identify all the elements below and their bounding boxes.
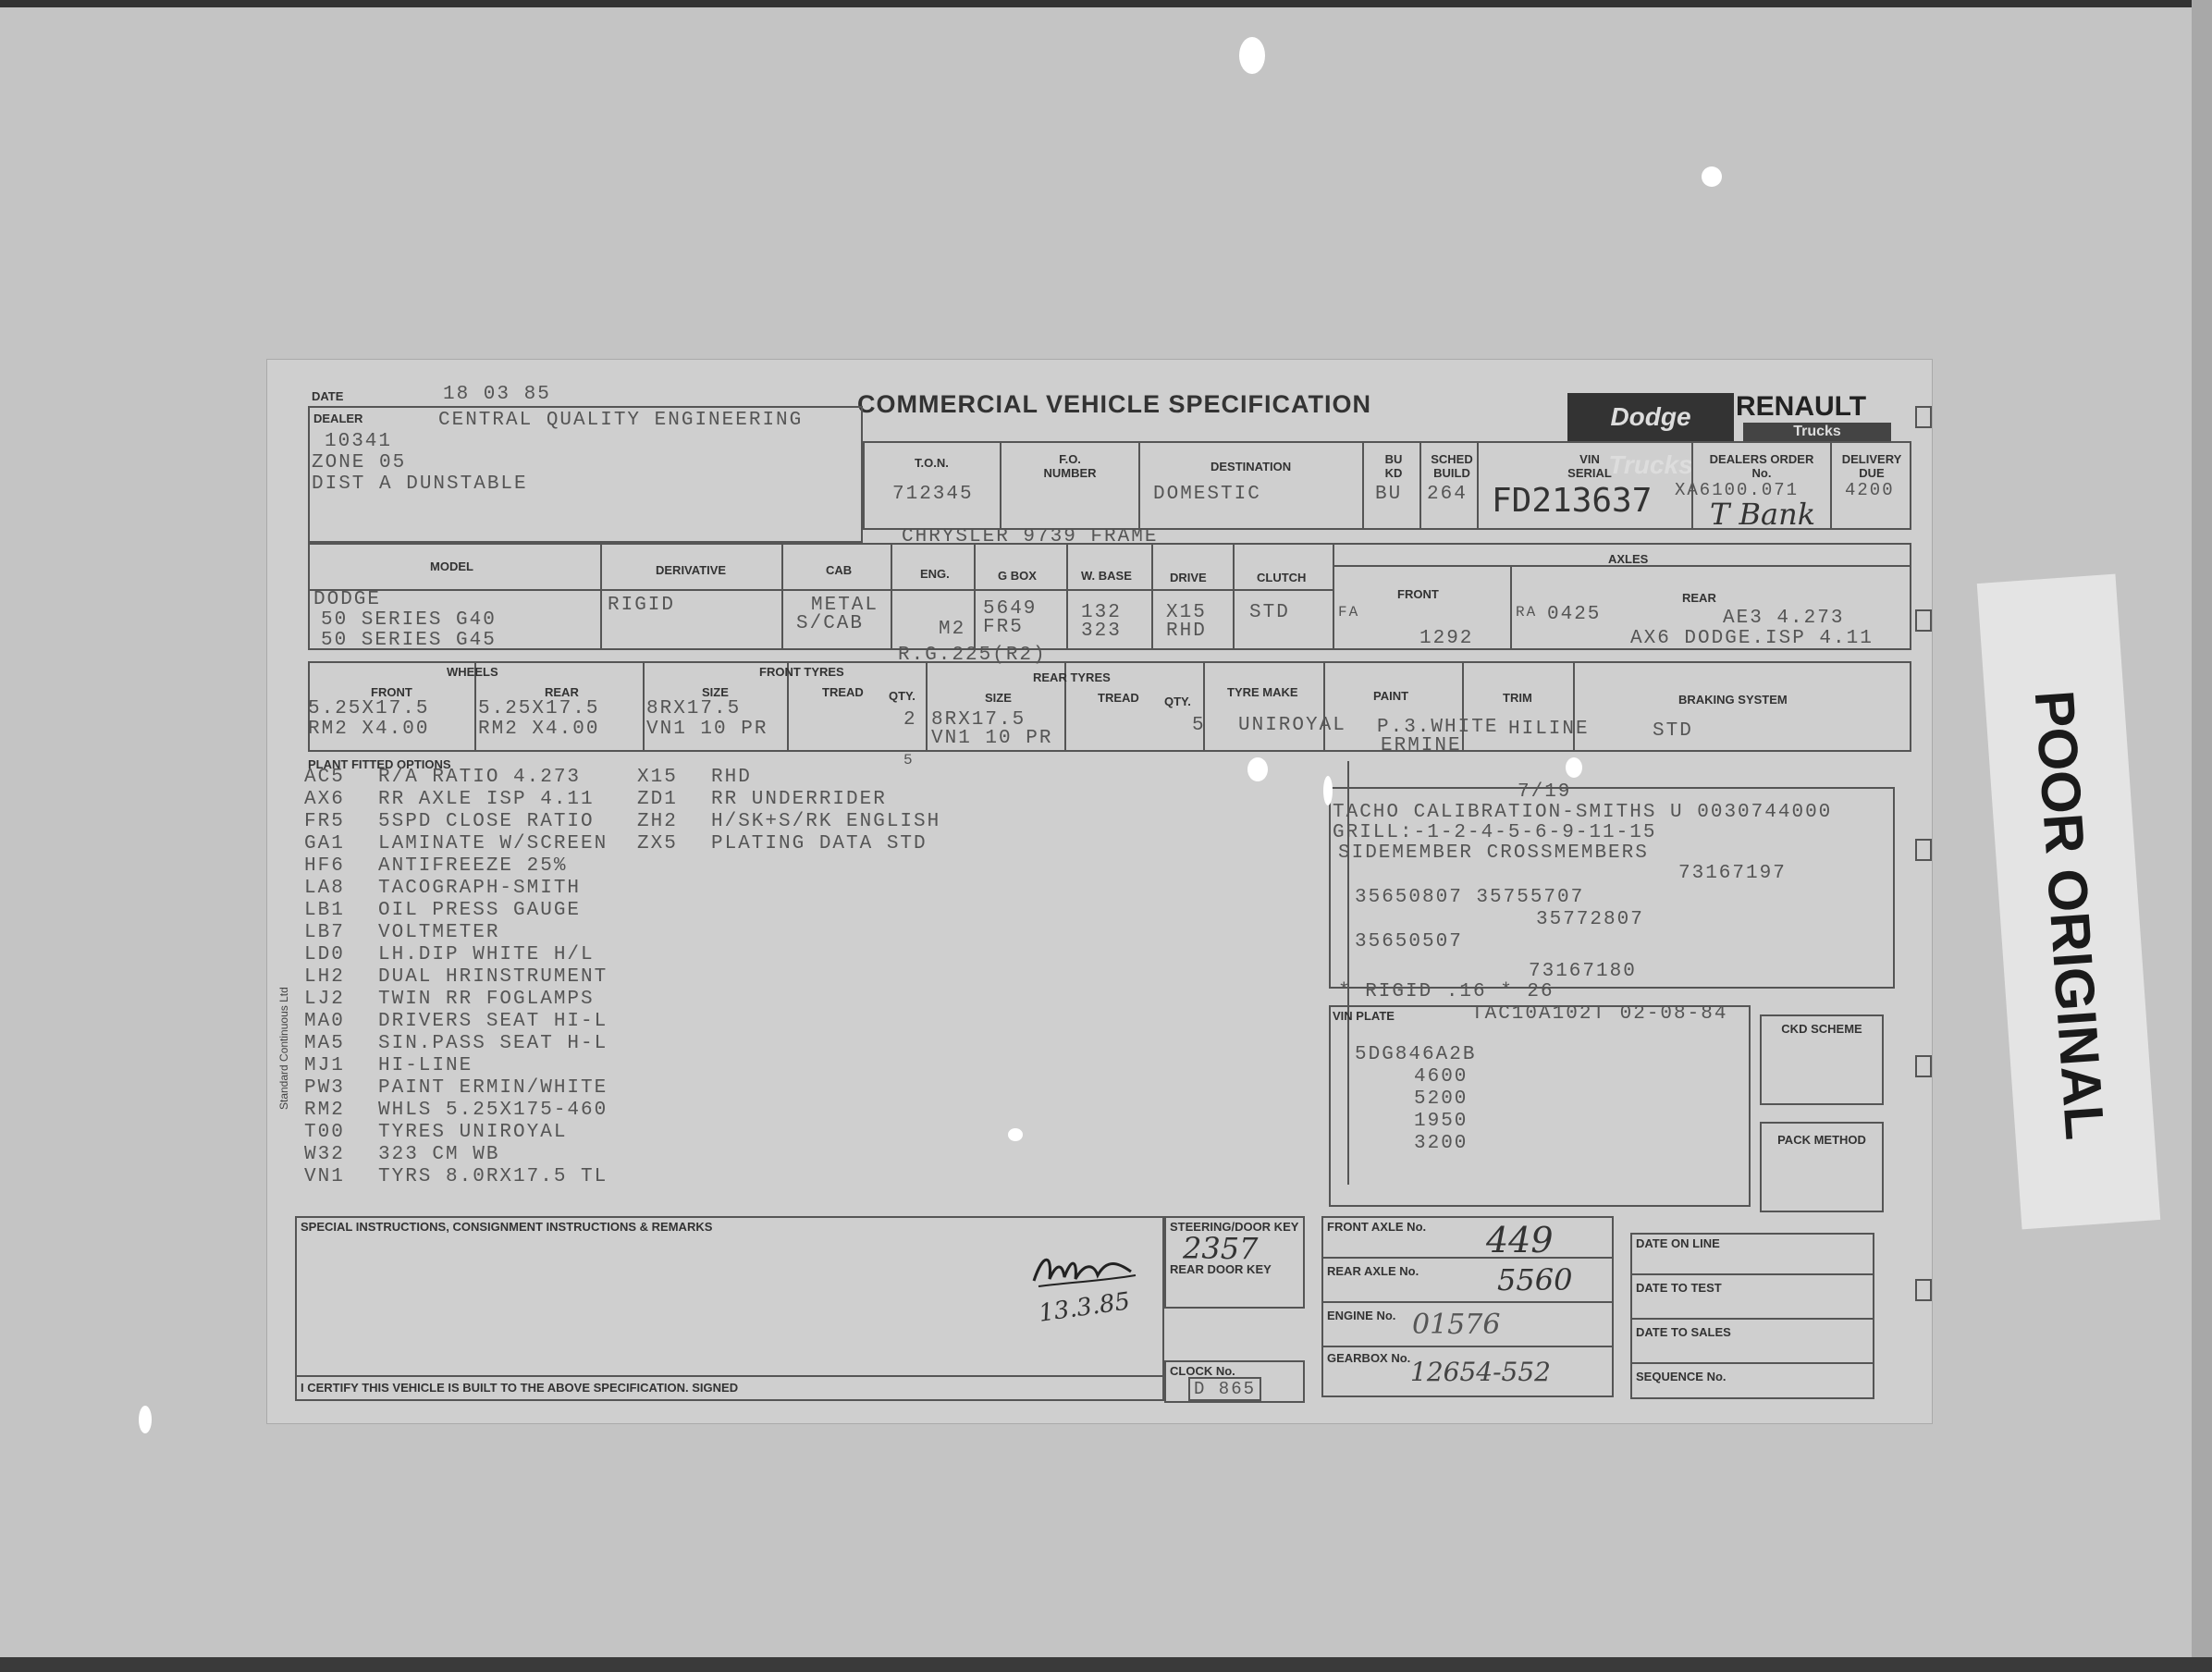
- option-code: X15: [637, 767, 678, 788]
- option-text: TWIN RR FOGLAMPS: [378, 989, 595, 1010]
- pack-method-label: PACK METHOD: [1777, 1133, 1866, 1147]
- wheels-rear-value-1: 5.25X17.5: [478, 698, 600, 719]
- ckd-scheme-label: CKD SCHEME: [1781, 1022, 1862, 1036]
- option-code: LB7: [304, 922, 345, 943]
- gearbox-no-value: 12654-552: [1410, 1357, 1551, 1387]
- scan-top-border: [0, 0, 2212, 7]
- engine-no-value: 01576: [1412, 1309, 1501, 1341]
- dodge-trucks-logo: Dodge Trucks: [1567, 393, 1734, 441]
- cab-value-1: METAL: [811, 595, 879, 616]
- derivative-label: DERIVATIVE: [656, 563, 727, 577]
- option-text: HI-LINE: [378, 1055, 473, 1076]
- axle-rear-label: REAR: [1682, 591, 1716, 605]
- option-code: AC5: [304, 767, 345, 788]
- rear-axle-note: AX6 DODGE.ISP 4.11: [1630, 628, 1874, 649]
- option-code: GA1: [304, 833, 345, 854]
- wheels-front-value-2: RM2 X4.00: [308, 719, 430, 740]
- option-code: LB1: [304, 900, 345, 921]
- memo-line-1: TACHO CALIBRATION-SMITHS U 0030744000: [1333, 802, 1833, 823]
- poor-original-text: POOR ORIGINAL: [2022, 688, 2117, 1142]
- date-to-test-label: DATE TO TEST: [1636, 1281, 1722, 1295]
- option-text: PLATING DATA STD: [711, 833, 928, 854]
- model-value-2: 50 SERIES G40: [321, 609, 497, 631]
- paint-label: PAINT: [1373, 689, 1409, 703]
- eng-label: ENG.: [920, 567, 950, 581]
- front-tyres-qty-label: QTY.: [889, 689, 916, 703]
- option-code: W32: [304, 1144, 345, 1165]
- rear-axle-value-1: 0425: [1547, 604, 1602, 625]
- wbase-value-2: 323: [1081, 621, 1122, 642]
- option-text: LH.DIP WHITE H/L: [378, 944, 595, 965]
- dealer-zone: ZONE 05: [312, 452, 407, 473]
- delivery-due-value: 4200: [1845, 480, 1895, 500]
- drive-label: DRIVE: [1170, 571, 1207, 584]
- specification-card: [266, 359, 1933, 1424]
- option-text: H/SK+S/RK ENGLISH: [711, 811, 941, 832]
- plant-fitted-options-label: PLANT FITTED OPTIONS: [308, 757, 451, 771]
- option-code: LH2: [304, 966, 345, 988]
- memo-line-2: GRILL:-1-2-4-5-6-9-11-15: [1333, 822, 1657, 843]
- front-tyre-size-1: 8RX17.5: [646, 698, 742, 719]
- option-code: LJ2: [304, 989, 345, 1010]
- reg-value: R.G.225(R2): [898, 645, 1047, 666]
- wheels-rear-label: REAR: [545, 685, 579, 699]
- dealer-district: DIST A DUNSTABLE: [312, 473, 528, 495]
- rear-door-key-label: REAR DOOR KEY: [1170, 1262, 1272, 1276]
- signature-date: 13.3.85: [1037, 1287, 1132, 1328]
- option-code: MA0: [304, 1011, 345, 1032]
- braking-system-label: BRAKING SYSTEM: [1678, 693, 1788, 707]
- option-text: VOLTMETER: [378, 922, 500, 943]
- memo-line-8: 73167180: [1529, 961, 1637, 982]
- steering-door-key-label: STEERING/DOOR KEY: [1170, 1220, 1299, 1234]
- front-axle-no-label: FRONT AXLE No.: [1327, 1220, 1427, 1234]
- bu-kd-value: BU: [1375, 484, 1403, 505]
- printer-credit: Standard Continuous Ltd: [277, 987, 290, 1110]
- vin-plate-line-5: 3200: [1414, 1133, 1469, 1154]
- margin-box: [1915, 839, 1932, 861]
- date-label: DATE: [312, 389, 344, 403]
- rear-tyre-size-1: 8RX17.5: [931, 709, 1026, 731]
- paper-speck: [1323, 776, 1333, 805]
- derivative-value: RIGID: [608, 595, 676, 616]
- dealer-code: 10341: [325, 431, 393, 452]
- paint-value-1: P.3.WHITE: [1377, 717, 1499, 738]
- chrysler-frame-line: CHRYSLER 9739 FRAME: [902, 526, 1159, 547]
- eng-value: M2: [939, 619, 966, 640]
- vin-serial-label: VIN SERIAL: [1567, 452, 1612, 480]
- bu-kd-label: BU KD: [1384, 452, 1403, 480]
- memo-line-0: 7/19: [1518, 781, 1572, 803]
- front-tyres-label: FRONT TYRES: [759, 665, 844, 679]
- paint-value-2: ERMINE: [1381, 735, 1462, 756]
- trim-value: HILINE: [1508, 719, 1590, 740]
- memo-line-6: 35772807: [1536, 909, 1644, 930]
- memo-line-5: 35650807 35755707: [1355, 887, 1585, 908]
- tyre-make-label: TYRE MAKE: [1227, 685, 1298, 699]
- rear-tyres-tread-label: TREAD: [1098, 691, 1139, 705]
- option-text: TYRES UNIROYAL: [378, 1122, 568, 1143]
- rear-tyre-qty: 5: [1192, 715, 1206, 736]
- option-text: DRIVERS SEAT HI-L: [378, 1011, 608, 1032]
- option-text: LAMINATE W/SCREEN: [378, 833, 608, 854]
- option-code: ZD1: [637, 789, 678, 810]
- front-tyres-tread-label: TREAD: [822, 685, 864, 699]
- option-text: ANTIFREEZE 25%: [378, 855, 568, 877]
- option-code: AX6: [304, 789, 345, 810]
- destination-label: DESTINATION: [1210, 460, 1292, 473]
- option-code: VN1: [304, 1166, 345, 1187]
- vin-plate-header: TAC10A102T 02-08-84: [1471, 1003, 1728, 1025]
- option-text: TYRS 8.0RX17.5 TL: [378, 1166, 608, 1187]
- rear-axle-no-label: REAR AXLE No.: [1327, 1264, 1419, 1278]
- dealer-name: CENTRAL QUALITY ENGINEERING: [438, 410, 804, 431]
- rear-tyres-size-label: SIZE: [985, 691, 1012, 705]
- drive-value-2: RHD: [1166, 621, 1207, 642]
- gbox-value-1: 5649: [983, 598, 1038, 620]
- vin-plate-line-1: 5DG846A2B: [1355, 1044, 1477, 1065]
- scan-speck: [139, 1406, 152, 1433]
- option-code: PW3: [304, 1077, 345, 1099]
- tyre-make-value: UNIROYAL: [1238, 715, 1346, 736]
- option-code: LD0: [304, 944, 345, 965]
- wheels-front-value-1: 5.25X17.5: [308, 698, 430, 719]
- delivery-due-label: DELIVERY DUE: [1841, 452, 1902, 480]
- option-code: ZX5: [637, 833, 678, 854]
- clock-value: D 865: [1188, 1377, 1261, 1401]
- scan-bottom-border: [0, 1657, 2212, 1672]
- ton-value: 712345: [892, 484, 974, 505]
- clutch-value: STD: [1249, 602, 1290, 623]
- handwritten-bank: T Bank: [1710, 497, 1816, 532]
- wbase-value-1: 132: [1081, 602, 1122, 623]
- scan-speck: [1239, 37, 1265, 74]
- memo-line-9: * RIGID .16 * 26: [1338, 981, 1555, 1002]
- vin-plate-line-4: 1950: [1414, 1111, 1469, 1132]
- wbase-label: W. BASE: [1081, 569, 1132, 583]
- option-code: HF6: [304, 855, 345, 877]
- option-code: LA8: [304, 878, 345, 899]
- front-tyre-qty: 2: [903, 709, 917, 731]
- special-instructions-label: SPECIAL INSTRUCTIONS, CONSIGNMENT INSTRUCTIONS & REMARKS: [301, 1220, 713, 1234]
- scan-speck: [1702, 166, 1722, 187]
- option-text: DUAL HRINSTRUMENT: [378, 966, 608, 988]
- paper-speck: [1566, 757, 1582, 778]
- wheels-label: WHEELS: [447, 665, 498, 679]
- form-title: COMMERCIAL VEHICLE SPECIFICATION: [857, 390, 1372, 418]
- renault-logo: RENAULT: [1736, 391, 1867, 422]
- vin-plate-box: [1329, 1005, 1751, 1207]
- rear-tyre-size-2: VN1 10 PR: [931, 728, 1053, 749]
- option-text: R/A RATIO 4.273: [378, 767, 582, 788]
- memo-line-7: 35650507: [1355, 931, 1463, 953]
- dealers-order-label: DEALERS ORDER No.: [1709, 452, 1814, 480]
- gbox-label: G BOX: [998, 569, 1037, 583]
- rear-tyres-qty-label: QTY.: [1164, 695, 1191, 708]
- vin-plate-label: VIN PLATE: [1333, 1009, 1395, 1023]
- axle-front-label: FRONT: [1397, 587, 1439, 601]
- front-axle-no-value: 449: [1486, 1220, 1554, 1260]
- fo-number-label: F.O. NUMBER: [1043, 452, 1097, 480]
- sequence-no-label: SEQUENCE No.: [1636, 1370, 1727, 1383]
- destination-value: DOMESTIC: [1153, 484, 1261, 505]
- front-tyre-size-2: VN1 10 PR: [646, 719, 768, 740]
- option-text: RR AXLE ISP 4.11: [378, 789, 595, 810]
- model-value-3: 50 SERIES G45: [321, 630, 497, 651]
- steering-door-key-value: 2357: [1183, 1231, 1259, 1266]
- braking-value: STD: [1653, 720, 1693, 742]
- front-axle-value: 1292: [1419, 628, 1474, 649]
- front-axle-code: FA: [1338, 604, 1360, 621]
- margin-box: [1915, 1055, 1932, 1077]
- dealer-label: DEALER: [313, 412, 363, 425]
- option-text: 323 CM WB: [378, 1144, 500, 1165]
- option-code: T00: [304, 1122, 345, 1143]
- date-to-sales-label: DATE TO SALES: [1636, 1325, 1731, 1339]
- option-text: 5SPD CLOSE RATIO: [378, 811, 595, 832]
- option-code: RM2: [304, 1100, 345, 1121]
- date-value: 18 03 85: [443, 384, 551, 405]
- option-code: FR5: [304, 811, 345, 832]
- model-value-1: DODGE: [313, 589, 382, 610]
- gbox-value-2: FR5: [983, 617, 1024, 638]
- trucks-logo: Trucks: [1743, 423, 1891, 441]
- option-code: MA5: [304, 1033, 345, 1054]
- option-text: TACOGRAPH-SMITH: [378, 878, 582, 899]
- ton-label: T.O.N.: [915, 456, 949, 470]
- clutch-label: CLUTCH: [1257, 571, 1307, 584]
- axles-label: AXLES: [1608, 552, 1649, 566]
- sched-build-label: SCHED BUILD: [1431, 452, 1473, 480]
- rear-tyres-label: REAR TYRES: [1033, 670, 1111, 684]
- margin-box: [1915, 609, 1932, 632]
- rear-axle-no-value: 5560: [1497, 1262, 1573, 1297]
- option-text: RHD: [711, 767, 752, 788]
- scan-speck: [1008, 1128, 1023, 1141]
- rear-axle-value-2: AE3 4.273: [1723, 608, 1845, 629]
- gearbox-no-label: GEARBOX No.: [1327, 1351, 1411, 1365]
- cab-label: CAB: [826, 563, 853, 577]
- engine-no-label: ENGINE No.: [1327, 1309, 1396, 1322]
- memo-line-4: 73167197: [1678, 863, 1787, 884]
- scan-right-edge: [2192, 0, 2212, 1672]
- wheels-rear-value-2: RM2 X4.00: [478, 719, 600, 740]
- option-code: ZH2: [637, 811, 678, 832]
- rear-axle-code: RA: [1516, 604, 1538, 621]
- option-code: MJ1: [304, 1055, 345, 1076]
- wheels-front-label: FRONT: [371, 685, 412, 699]
- margin-box: [1915, 1279, 1932, 1301]
- date-on-line-label: DATE ON LINE: [1636, 1236, 1720, 1250]
- option-text: SIN.PASS SEAT H-L: [378, 1033, 608, 1054]
- option-text: PAINT ERMIN/WHITE: [378, 1077, 608, 1099]
- memo-line-3: SIDEMEMBER CROSSMEMBERS: [1338, 842, 1649, 864]
- clock-label: CLOCK No.: [1170, 1364, 1235, 1378]
- front-tyres-size-label: SIZE: [702, 685, 729, 699]
- drive-value-1: X15: [1166, 602, 1207, 623]
- option-text: RR UNDERRIDER: [711, 789, 887, 810]
- dealers-order-value: XA6100.071: [1675, 480, 1800, 500]
- sched-build-value: 264: [1427, 484, 1468, 505]
- option-text: OIL PRESS GAUGE: [378, 900, 582, 921]
- paper-speck: [1247, 757, 1268, 781]
- cab-value-2: S/CAB: [796, 613, 865, 634]
- vin-serial-value: FD213637: [1492, 482, 1653, 520]
- margin-box: [1915, 406, 1932, 428]
- trim-label: TRIM: [1503, 691, 1532, 705]
- foot-mark-s: 5: [903, 752, 915, 768]
- model-label: MODEL: [430, 559, 473, 573]
- option-text: WHLS 5.25X175-460: [378, 1100, 608, 1121]
- vin-plate-line-2: 4600: [1414, 1066, 1469, 1088]
- certify-label: I CERTIFY THIS VEHICLE IS BUILT TO THE ABOVE SPECIFICATION. SIGNED: [301, 1381, 739, 1395]
- vin-plate-line-3: 5200: [1414, 1088, 1469, 1110]
